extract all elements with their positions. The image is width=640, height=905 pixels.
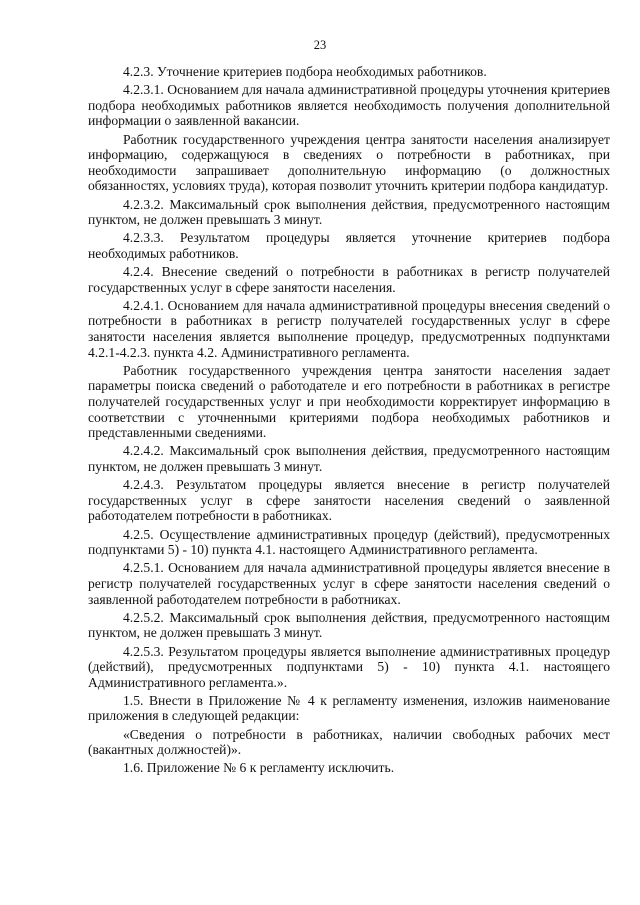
document-body bbox=[88, 64, 610, 776]
paragraph: 4.2.3.2. Максимальный срок выполнения действия, предусмотренного настоящим пунктом, не должен превышать 3 минут. bbox=[88, 196, 610, 228]
page-number: 23 bbox=[313, 38, 327, 52]
paragraph: 1.5. Внести в Приложение № 4 к регламенту изменения, изложив наименование приложения в следующей редакции: bbox=[88, 692, 610, 724]
paragraph: 4.2.5.1. Основанием для начала административной процедуры является внесение в регистр получателей государственных услуг в сфере занятости населения сведений о заявленной работодателем потребности в работниках. bbox=[88, 560, 610, 607]
paragraph: 4.2.5.3. Результатом процедуры является выполнение административных процедур (действий), предусмотренных подпунктами 5) - 10) пункта 4.1. настоящего Административного регламента.». bbox=[88, 643, 610, 690]
paragraph: Работник государственного учреждения центра занятости населения анализирует информацию, содержащуюся в сведениях о потребности в работниках, при необходимости запрашивает дополнительную информацию (о должностных обязанностях, условиях труда), которая позволит уточнить критерии подбора кандидатур. bbox=[88, 131, 610, 194]
paragraph: 4.2.4.3. Результатом процедуры является внесение в регистр получателей государственных услуг в сфере занятости населения сведений о заявленной работодателем потребности в работниках. bbox=[88, 477, 610, 524]
paragraph: 4.2.4. Внесение сведений о потребности в работниках в регистр получателей государственных услуг в сфере занятости населения. bbox=[88, 264, 610, 295]
paragraph: 4.2.3.1. Основанием для начала административной процедуры уточнения критериев подбора необходимых работников является необходимость получения дополнительной информации о заявленной вакансии. bbox=[88, 82, 610, 129]
paragraph: 4.2.3.3. Результатом процедуры является уточнение критериев подбора необходимых работников. bbox=[88, 230, 610, 261]
paragraph: 4.2.4.1. Основанием для начала административной процедуры внесения сведений о потребности в работниках в регистр получателей государственных услуг в сфере занятости населения является выполнение процедур, предусмотренных подпунктами 4.2.1-4.2.3. пункта 4.2. Административного регламента. bbox=[88, 297, 610, 360]
paragraph: 4.2.4.2. Максимальный срок выполнения действия, предусмотренного настоящим пунктом, не должен превышать 3 минут. bbox=[88, 443, 610, 474]
paragraph: Работник государственного учреждения центра занятости населения задает параметры поиска сведений о работодателе и его потребности в работниках в регистре получателей государственных услуг и при необходимости корректирует информацию в соответствии с уточненными критериями подбора необходимых работников и представленными сведениями. bbox=[88, 362, 610, 441]
paragraph: 1.6. Приложение № 6 к регламенту исключить. bbox=[123, 760, 395, 776]
paragraph: 4.2.5.2. Максимальный срок выполнения действия, предусмотренного настоящим пунктом, не должен превышать 3 минут. bbox=[88, 609, 610, 641]
paragraph: 4.2.3. Уточнение критериев подбора необходимых работников. bbox=[123, 64, 487, 79]
paragraph: «Сведения о потребности в работниках, наличии свободных рабочих мест (вакантных должностей)». bbox=[88, 726, 610, 758]
paragraph: 4.2.5. Осуществление административных процедур (действий), предусмотренных подпунктами 5) - 10) пункта 4.1. настоящего Административного регламента. bbox=[88, 526, 610, 558]
